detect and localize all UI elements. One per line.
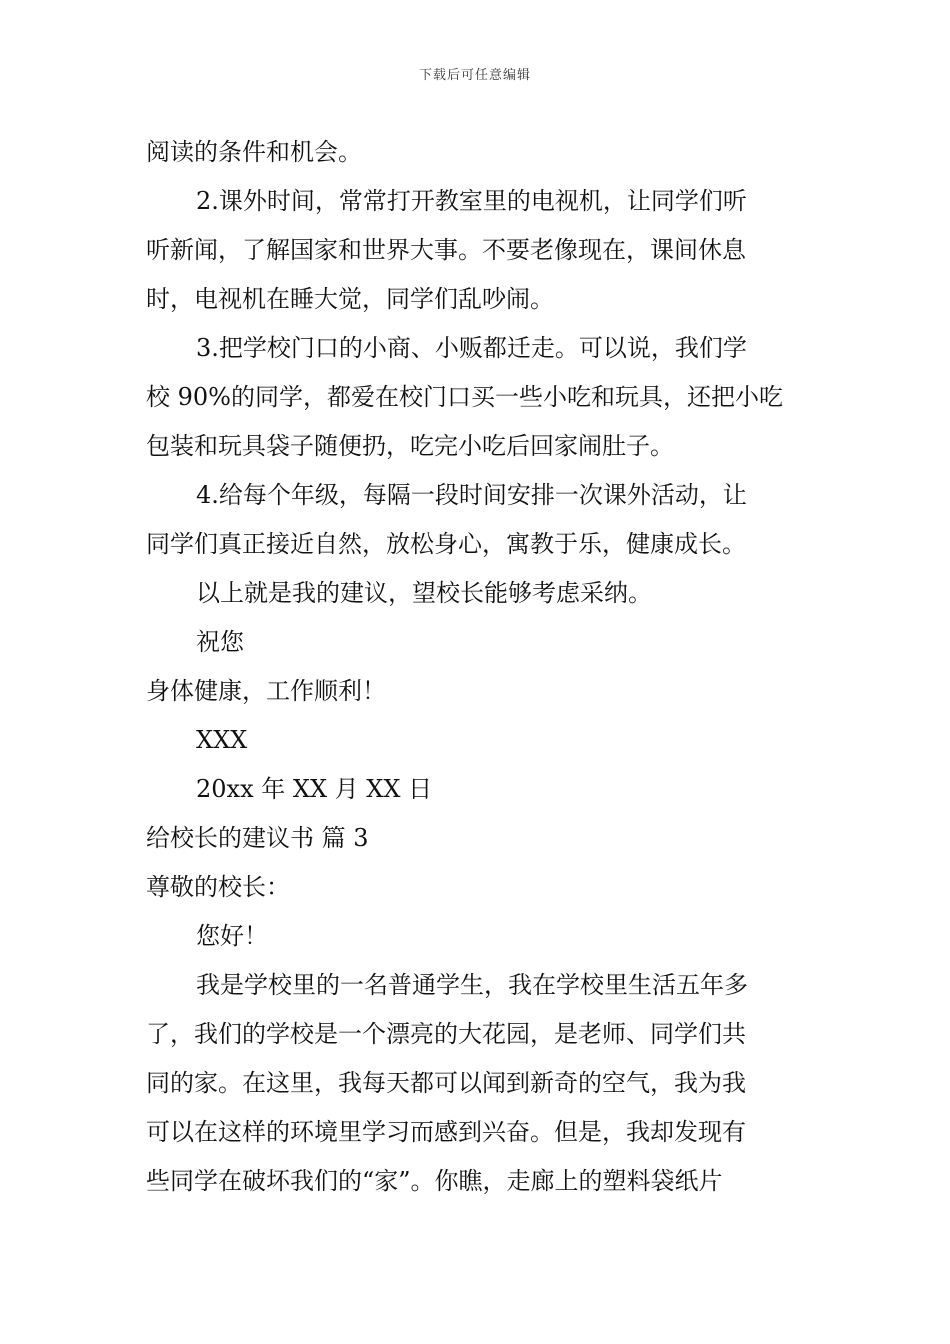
text-line: 阅读的条件和机会。 — [146, 138, 362, 166]
text-line: 4.给每个年级，每隔一段时间安排一次课外活动，让 — [196, 481, 747, 509]
section-title: 给校长的建议书 篇 3 — [146, 824, 369, 852]
text-line: 尊敬的校长： — [146, 873, 290, 901]
text-line: 2.课外时间，常常打开教室里的电视机，让同学们听 — [196, 187, 747, 215]
document-body — [146, 128, 810, 1206]
text-line: 了，我们的学校是一个漂亮的大花园，是老师、同学们共 — [146, 1020, 746, 1048]
text-line: 听新闻，了解国家和世界大事。不要老像现在，课间休息 — [146, 236, 746, 264]
text-line: 时，电视机在睡大觉，同学们乱吵闹。 — [146, 285, 554, 313]
text-line: 祝您 — [196, 628, 244, 656]
text-line: 可以在这样的环境里学习而感到兴奋。但是，我却发现有 — [146, 1118, 746, 1146]
text-line: 您好！ — [196, 922, 268, 950]
text-line: 我是学校里的一名普通学生，我在学校里生活五年多 — [196, 971, 748, 999]
text-line: 校 90%的同学，都爱在校门口买一些小吃和玩具，还把小吃 — [146, 383, 783, 411]
text-line: 身体健康，工作顺利！ — [146, 677, 386, 705]
text-line: 同的家。在这里，我每天都可以闻到新奇的空气，我为我 — [146, 1069, 746, 1097]
text-line: 包装和玩具袋子随便扔，吃完小吃后回家闹肚子。 — [146, 432, 674, 460]
text-line: 同学们真正接近自然，放松身心，寓教于乐，健康成长。 — [146, 530, 746, 558]
text-line: 些同学在破坏我们的“家”。你瞧，走廊上的塑料袋纸片 — [146, 1167, 723, 1195]
page-header: 下载后可任意编辑 — [418, 68, 531, 83]
text-line: 20xx 年 XX 月 XX 日 — [196, 775, 433, 803]
text-line: 3.把学校门口的小商、小贩都迁走。可以说，我们学 — [196, 334, 747, 362]
text-line: XXX — [196, 726, 248, 754]
text-line: 以上就是我的建议，望校长能够考虑采纳。 — [196, 579, 652, 607]
